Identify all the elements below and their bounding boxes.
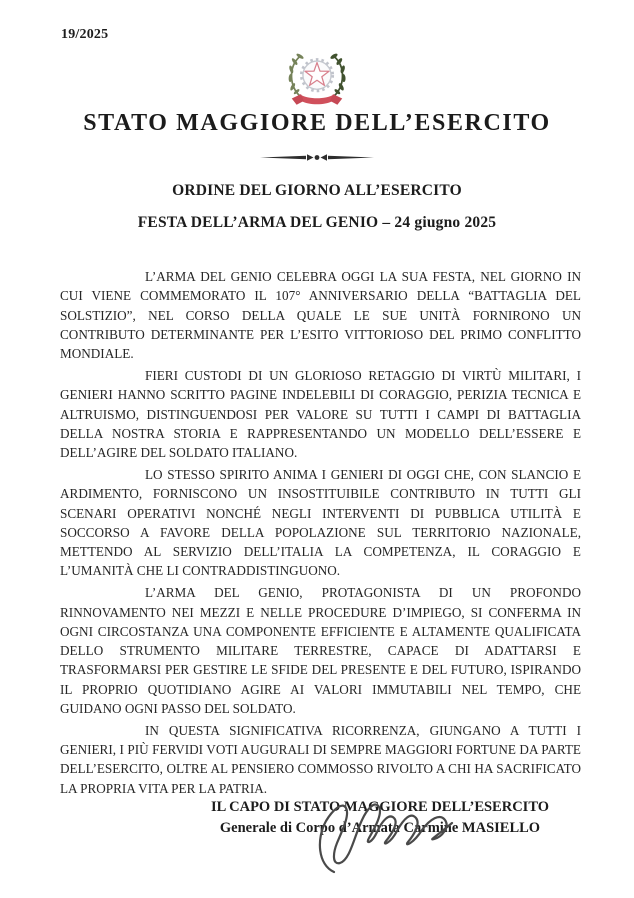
order-paragraph: L’ARMA DEL GENIO, PROTAGONISTA DI UN PROFONDO RINNOVAMENTO NEI MEZZI E NELLE PROCEDURE D’IMPIEGO, SI CONFERMA IN OGNI CIRCOSTANZA UNA COMPONENTE EFFICIENTE E ALTAMENTE QUALIFICATA DELLO STRUMENTO MILITARE TERRESTRE, CAPACE DI ADATTARSI E TRASFORMARSI PER GESTIRE LE SFIDE DEL PRESENTE E DEL FUTURO, ISPIRANDO IL PROPRIO QUOTIDIANO AGIRE AI VALORI IMMUTABILI NEL TEMPO, CHE GUIDANO OGNI PASSO DEL SOLDATO. [60, 585, 581, 717]
order-paragraph: LO STESSO SPIRITO ANIMA I GENIERI DI OGGI CHE, CON SLANCIO E ARDIMENTO, FORNISCONO UN INSOSTITUIBILE CONTRIBUTO IN TUTTI GLI SCENARI OPERATIVI NONCHÉ NEGLI INTERVENTI DI PUBBLICA UTILITÀ E SOCCORSO A FAVORE DELLA POPOLAZIONE SUL TERRITORIO NAZIONALE, METTENDO AL SERVIZIO DELL’ITALIA LA COMPETENZA, IL CORAGGIO E L’UMANITÀ CHE LI CONTRADDISTINGUONO. [60, 466, 581, 579]
ornamental-divider-icon [0, 151, 634, 169]
protocol-number: 19/2025 [61, 27, 109, 42]
order-subject: FESTA DELL’ARMA DEL GENIO – 24 giugno 2025 [137, 214, 497, 231]
order-paragraph: IN QUESTA SIGNIFICATIVA RICORRENZA, GIUNGANO A TUTTI I GENIERI, I PIÙ FERVIDI VOTI AUGURALI DI SEMPRE MAGGIORI FORTUNE DA PARTE DELL’ESERCITO, OLTRE AL PENSIERO COMMOSSO RIVOLTO A CHI HA SACRIFICATO LA PROPRIA VITA PER LA PATRIA. [60, 722, 581, 796]
order-title: ORDINE DEL GIORNO ALL’ESERCITO [172, 182, 462, 199]
letterhead-title: STATO MAGGIORE DELL’ESERCITO [83, 110, 551, 136]
order-paragraph: L’ARMA DEL GENIO CELEBRA OGGI LA SUA FESTA, NEL GIORNO IN CUI VIENE COMMEMORATO IL 107° ANNIVERSARIO DELLA “BATTAGLIA DEL SOLSTIZIO”, NEL CORSO DELLA QUALE LE SUE UNITÀ FORNIRONO UN CONTRIBUTO DETERMINANTE PER L’ESITO VITTORIOSO DEL PRIMO CONFLITTO MONDIALE. [60, 269, 581, 362]
signer-name: Generale di Corpo d’Armata Carmine MASIELLO [219, 820, 541, 836]
order-paragraph: FIERI CUSTODI DI UN GLORIOSO RETAGGIO DI VIRTÙ MILITARI, I GENIERI HANNO SCRITTO PAGINE INDELEBILI DI CORAGGIO, PERIZIA TECNICA E ALTRUISMO, DISTINGUENDOSI PER VALORE SU TUTTI I CAMPI DI BATTAGLIA DELLA NOSTRA STORIA E RAPPRESENTANDO UN MODELLO DELL’ESSERE E DELL’AGIRE DEL SOLDATO ITALIANO. [60, 367, 581, 461]
italian-republic-emblem-icon [284, 49, 350, 113]
signature-block [172, 797, 588, 839]
order-body [60, 267, 581, 801]
signer-role: IL CAPO DI STATO MAGGIORE DELL’ESERCITO [210, 799, 550, 815]
